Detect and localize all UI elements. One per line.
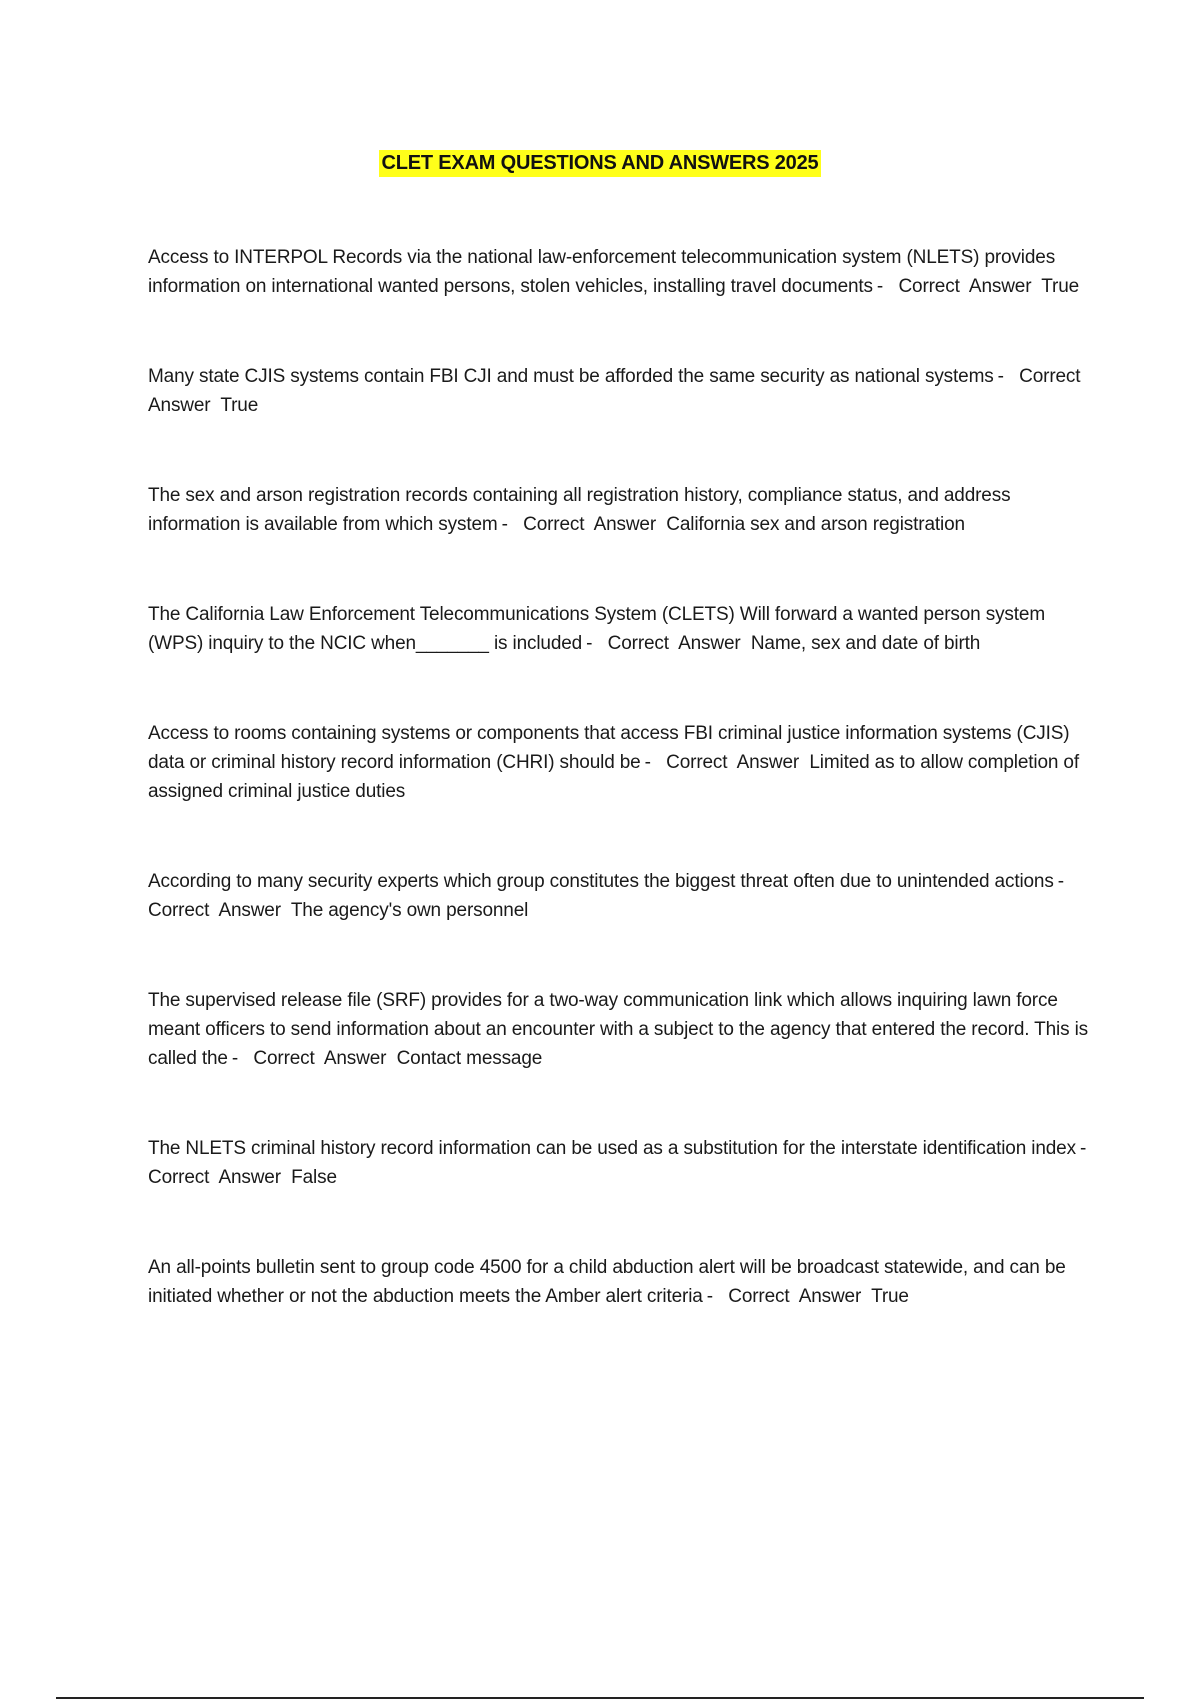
answer-prefix: - Correct Answer — [501, 514, 667, 535]
question-text: An all-points bulletin sent to group code 4500 for a child abduction alert will be broadcast statewide, and can be initiated whether or not the abduction meets the Amber alert criteria — [148, 1257, 1066, 1307]
answer-text: California sex and arson registration — [666, 514, 965, 535]
answer-prefix: - Correct Answer — [706, 1286, 872, 1307]
qa-item-3 — [148, 481, 1088, 539]
question-text: According to many security experts which group constitutes the biggest threat often due to unintended actions — [148, 871, 1054, 892]
answer-text: False — [291, 1167, 337, 1188]
answer-text: Contact message — [396, 1048, 543, 1069]
qa-item-7 — [148, 986, 1088, 1073]
answer-text: True — [1041, 276, 1080, 297]
answer-text: The agency's own personnel — [290, 900, 529, 921]
qa-item-6 — [148, 867, 1088, 925]
footer-divider — [56, 1697, 1144, 1699]
qa-list — [148, 243, 1102, 1311]
qa-item-4 — [148, 600, 1088, 658]
answer-prefix: - Correct Answer — [876, 276, 1042, 297]
question-text: Access to rooms containing systems or components that access FBI criminal justice information systems (CJIS) data or criminal history record information (CHRI) should be — [148, 723, 1070, 773]
qa-item-8 — [148, 1134, 1102, 1192]
answer-prefix: - Correct Answer — [148, 1138, 1102, 1188]
question-text: The California Law Enforcement Telecommunications System (CLETS) Will forward a wanted person system (WPS) inquiry to the NCIC when_______ is included — [148, 604, 1046, 654]
answer-prefix: - Correct Answer — [644, 752, 810, 773]
qa-item-9 — [148, 1253, 1088, 1311]
answer-text: True — [220, 395, 259, 416]
answer-text: Limited as to allow completion of assigned criminal justice duties — [148, 752, 1085, 802]
qa-item-1 — [148, 243, 1088, 301]
answer-prefix: - Correct Answer — [148, 366, 1090, 416]
answer-prefix: - Correct Answer — [148, 871, 1080, 921]
question-text: The NLETS criminal history record information can be used as a substitution for the interstate identification index — [148, 1138, 1076, 1159]
question-text: The supervised release file (SRF) provides for a two-way communication link which allows inquiring lawn force meant officers to send information about an encounter with a subject to the agency that entered the record. This is called the — [148, 990, 1089, 1069]
answer-prefix: - Correct Answer — [231, 1048, 397, 1069]
answer-text: Name, sex and date of birth — [750, 633, 981, 654]
answer-prefix: - Correct Answer — [586, 633, 751, 654]
answer-text: True — [871, 1286, 909, 1307]
qa-item-2 — [148, 362, 1088, 420]
question-text: Access to INTERPOL Records via the national law-enforcement telecommunication system (NLETS) provides information on international wanted persons, stolen vehicles, installing travel documents — [148, 247, 1056, 297]
question-text: Many state CJIS systems contain FBI CJI and must be afforded the same security as national systems — [148, 366, 994, 387]
question-text: The sex and arson registration records containing all registration history, compliance status, and address information is available from which system — [148, 485, 1011, 535]
title-wrap — [0, 150, 1200, 177]
qa-item-5 — [148, 719, 1088, 806]
page-title: CLET EXAM QUESTIONS AND ANSWERS 2025 — [379, 150, 822, 177]
